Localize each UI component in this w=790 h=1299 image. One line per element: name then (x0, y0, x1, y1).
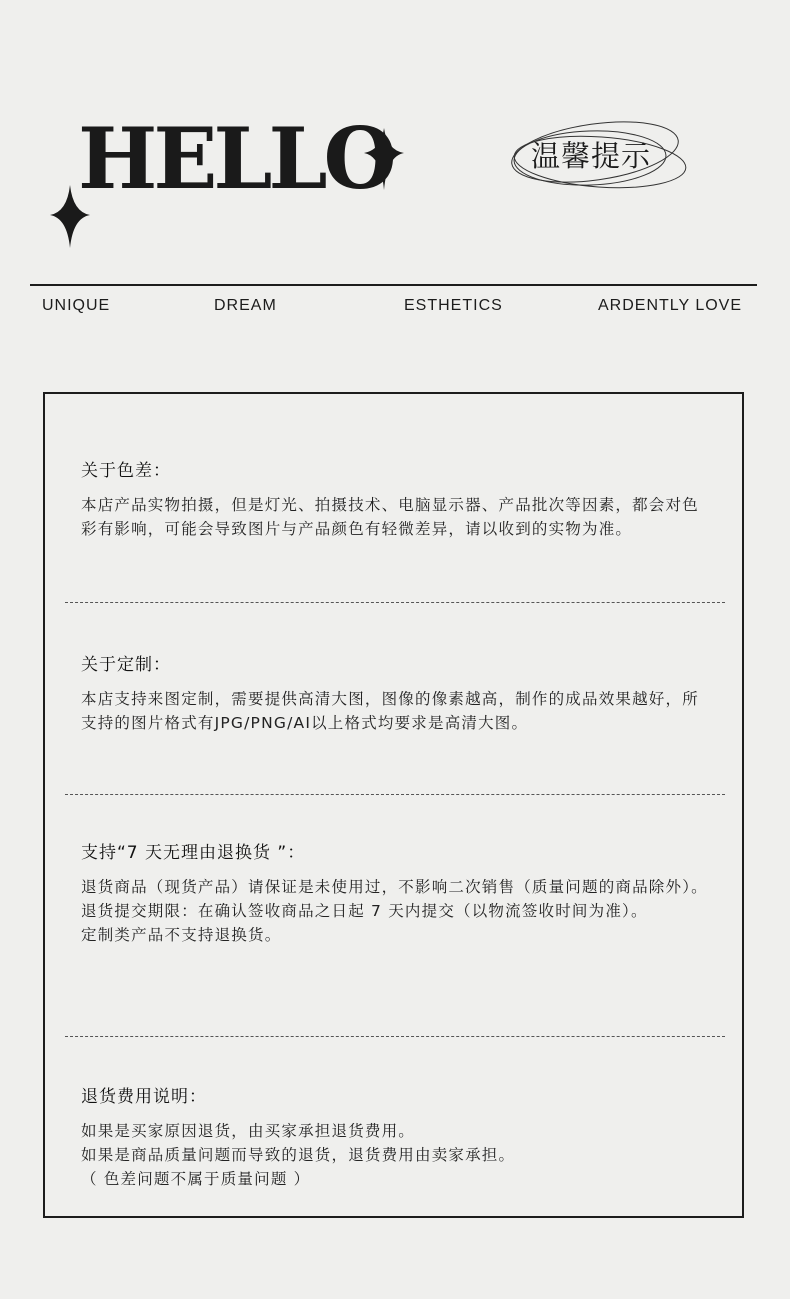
tagline-dream: DREAM (214, 297, 277, 314)
tagline-ardently-love: ARDENTLY LOVE (598, 297, 743, 314)
dashed-divider (65, 602, 725, 603)
section-body (81, 493, 711, 541)
section-title: 关于定制： (81, 655, 171, 675)
section-line: 定制类产品不支持退换货。 (81, 926, 282, 944)
section-line: 本店产品实物拍摄，但是灯光、拍摄技术、电脑显示器、产品批次等因素，都会对色彩有影响，可能会导致图片与产品颜色有轻微差异，请以收到的实物为准。 (81, 496, 699, 538)
hero-header (0, 0, 790, 290)
section-title: 关于色差： (81, 461, 171, 481)
section-customization (81, 650, 711, 735)
section-line: 退货商品（现货产品）请保证是未使用过，不影响二次销售（质量问题的商品除外）。 (81, 878, 708, 896)
section-line: 如果是商品质量问题而导致的退货，退货费用由卖家承担。 (81, 1146, 516, 1164)
section-body (81, 1119, 711, 1191)
section-title: 支持“7 天无理由退换货 ”： (81, 843, 306, 863)
section-body (81, 687, 711, 735)
section-body (81, 875, 711, 947)
section-return-policy (81, 838, 711, 947)
tagline (0, 297, 790, 321)
section-line: 本店支持来图定制，需要提供高清大图，图像的像素越高，制作的成品效果越好，所支持的图片格式有JPG/PNG/AI以上格式均要求是高清大图。 (81, 690, 699, 732)
section-return-fees (81, 1082, 711, 1191)
badge-text: 温馨提示 (531, 139, 652, 173)
section-color-difference (81, 456, 711, 541)
notice-card (43, 392, 744, 1218)
tagline-unique: UNIQUE (42, 297, 111, 314)
section-title: 退货费用说明： (81, 1087, 207, 1107)
section-line: 退货提交期限：在确认签收商品之日起 7 天内提交（以物流签收时间为准）。 (81, 902, 648, 920)
tagline-esthetics: ESTHETICS (404, 297, 503, 314)
hero-graphic (0, 0, 790, 290)
hello-title: HELLO (78, 109, 393, 208)
dashed-divider (65, 794, 725, 795)
section-line: （ 色差问题不属于质量问题 ） (81, 1170, 311, 1188)
top-divider (30, 284, 757, 286)
dashed-divider (65, 1036, 725, 1037)
section-line: 如果是买家原因退货，由买家承担退货费用。 (81, 1122, 416, 1140)
